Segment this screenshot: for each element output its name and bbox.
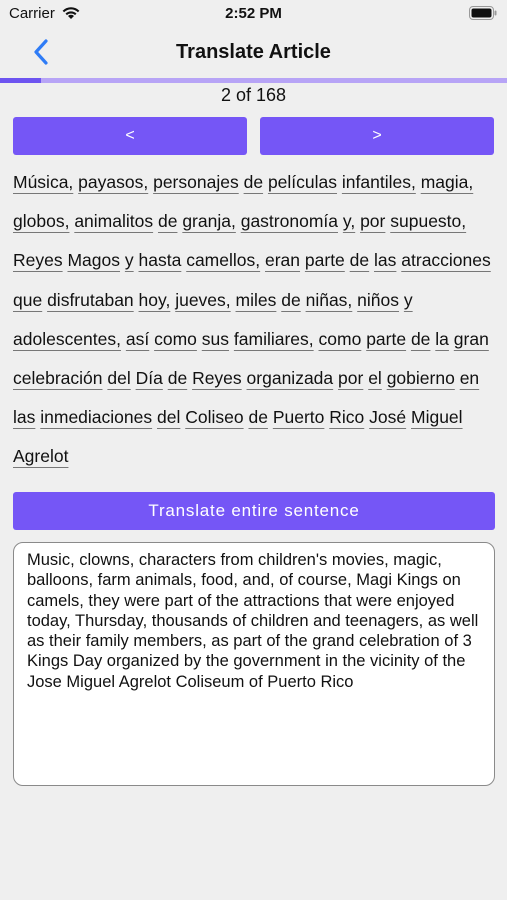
article-word[interactable]: animalitos: [74, 211, 154, 232]
article-word[interactable]: de: [167, 368, 188, 389]
article-sentence: [13, 163, 495, 477]
article-word[interactable]: Magos: [67, 250, 121, 271]
next-sentence-button[interactable]: >: [260, 117, 494, 155]
article-word[interactable]: organizada: [246, 368, 334, 389]
article-word[interactable]: Coliseo: [185, 407, 244, 428]
article-word[interactable]: inmediaciones: [40, 407, 153, 428]
article-word[interactable]: por: [338, 368, 364, 389]
article-word[interactable]: Reyes: [192, 368, 242, 389]
article-word[interactable]: miles: [235, 289, 277, 310]
navigation-bar: [0, 28, 507, 78]
article-word[interactable]: películas: [267, 172, 338, 192]
article-word[interactable]: que: [13, 289, 43, 310]
article-word[interactable]: del: [107, 368, 131, 389]
article-word[interactable]: gastronomía: [240, 211, 338, 232]
article-word[interactable]: Miguel: [411, 407, 463, 428]
article-word[interactable]: en: [459, 368, 480, 389]
article-word[interactable]: y,: [342, 211, 356, 232]
battery-icon: [469, 6, 497, 20]
article-word[interactable]: de: [243, 172, 264, 192]
article-word[interactable]: celebración: [13, 368, 103, 389]
carrier-label: Carrier: [9, 5, 55, 22]
clock: 2:52 PM: [225, 5, 282, 22]
article-word[interactable]: Puerto: [272, 407, 325, 428]
article-word[interactable]: sus: [201, 328, 230, 349]
translation-text-area[interactable]: Music, clowns, characters from children's movies, magic, balloons, farm animals, food, and, of course, Magi Kings on camels, they were part of the attractions that were enjoyed today, Thursday, thousands of children and teenagers, as well as their family members, as part of the grand celebration of 3 Kings Day organized by the government in the vicinity of the Jose Miguel Agrelot Coliseum of Puerto Rico: [13, 542, 495, 786]
article-word[interactable]: payasos,: [78, 172, 149, 192]
article-word[interactable]: eran: [265, 250, 301, 271]
article-word[interactable]: supuesto,: [390, 211, 467, 232]
article-word[interactable]: hoy,: [138, 289, 171, 310]
article-word[interactable]: de: [410, 328, 431, 349]
article-word[interactable]: niñas,: [305, 289, 353, 310]
article-word[interactable]: así: [125, 328, 150, 349]
article-word[interactable]: atracciones: [401, 250, 491, 271]
article-word[interactable]: José: [369, 407, 407, 428]
article-word[interactable]: la: [435, 328, 449, 349]
article-word[interactable]: familiares,: [233, 328, 314, 349]
article-word[interactable]: parte: [304, 250, 345, 271]
article-word[interactable]: disfrutaban: [47, 289, 134, 310]
page-counter: 2 of 168: [220, 85, 287, 105]
article-word[interactable]: de: [157, 211, 178, 232]
page-title: Translate Article: [176, 41, 331, 63]
article-word[interactable]: como: [318, 328, 362, 349]
article-word[interactable]: adolescentes,: [13, 328, 121, 349]
article-word[interactable]: gobierno: [386, 368, 455, 389]
article-word[interactable]: magia,: [420, 172, 474, 192]
progress-bar-fill: [0, 78, 41, 83]
article-word[interactable]: Rico: [329, 407, 365, 428]
article-word[interactable]: Música,: [13, 172, 74, 192]
article-word[interactable]: granja,: [182, 211, 236, 232]
progress-bar: [0, 78, 507, 83]
article-word[interactable]: parte: [366, 328, 407, 349]
previous-sentence-button[interactable]: <: [13, 117, 247, 155]
article-word[interactable]: jueves,: [175, 289, 231, 310]
article-word[interactable]: del: [157, 407, 181, 428]
article-word[interactable]: hasta: [138, 250, 182, 271]
article-word[interactable]: Agrelot: [13, 446, 69, 467]
article-word[interactable]: Reyes: [13, 250, 63, 271]
article-word[interactable]: Día: [135, 368, 163, 389]
article-word[interactable]: globos,: [13, 211, 70, 232]
article-word[interactable]: como: [154, 328, 197, 349]
article-word[interactable]: infantiles,: [341, 172, 416, 192]
translate-sentence-button[interactable]: Translate entire sentence: [13, 492, 495, 530]
article-word[interactable]: camellos,: [186, 250, 261, 271]
status-bar: [0, 0, 507, 28]
article-word[interactable]: de: [248, 407, 268, 428]
article-word[interactable]: y: [403, 289, 413, 310]
article-word[interactable]: de: [281, 289, 301, 310]
article-word[interactable]: las: [374, 250, 397, 271]
article-word[interactable]: y: [124, 250, 134, 271]
article-word[interactable]: de: [349, 250, 370, 271]
article-word[interactable]: el: [368, 368, 382, 389]
article-word[interactable]: por: [360, 211, 386, 232]
article-word[interactable]: niños: [357, 289, 400, 310]
article-word[interactable]: gran: [453, 328, 489, 349]
article-word[interactable]: personajes: [153, 172, 239, 192]
article-word[interactable]: las: [13, 407, 36, 428]
